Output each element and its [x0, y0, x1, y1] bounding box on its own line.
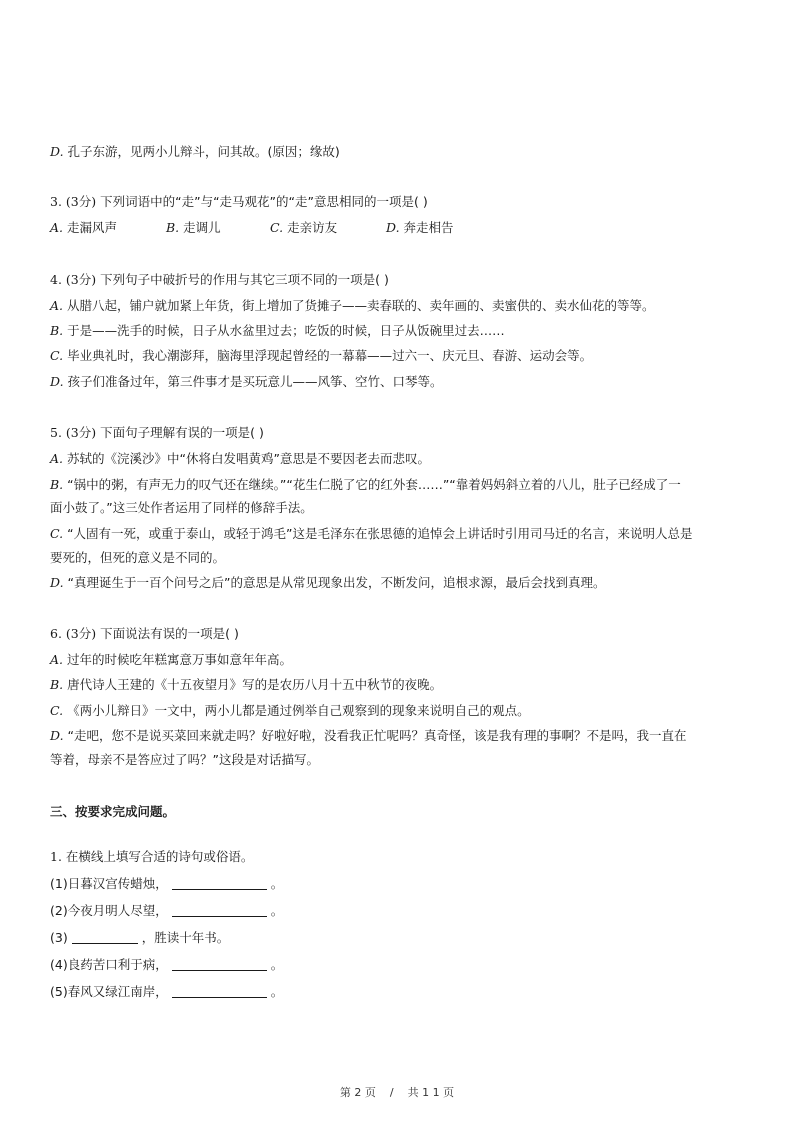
option-text: 《两小儿辩日》一文中，两小儿都是通过例举自己观察到的现象来说明自己的观点。 [67, 703, 530, 718]
question-number: 6. [50, 626, 62, 641]
q3-option-c [270, 220, 337, 236]
q6-option-d-cont [50, 752, 319, 768]
option-text: “真理诞生于一百个问号之后”的意思是从常见现象出发，不断发问，追根求源，最后会找到真理。 [67, 575, 606, 590]
s3-q1-stem [50, 849, 253, 865]
item-suffix: 。 [270, 876, 284, 891]
fill-item-4 [50, 957, 283, 973]
item-suffix: 。 [270, 903, 284, 918]
option-text: 走亲访友 [287, 220, 338, 235]
question-score: (3分) [65, 194, 97, 209]
option-letter: C. [50, 703, 64, 718]
answer-blank[interactable] [172, 985, 267, 998]
q2-option-d [50, 144, 340, 160]
answer-blank[interactable] [72, 931, 138, 944]
option-letter: C. [50, 348, 64, 363]
option-letter: A. [50, 298, 64, 313]
question-score: (3分) [65, 626, 97, 641]
option-letter: C. [50, 526, 64, 541]
option-letter: D. [50, 728, 64, 743]
option-text: 于是——洗手的时候，日子从水盆里过去；吃饭的时候，日子从饭碗里过去…… [67, 323, 505, 338]
item-prefix: (5)春风又绿江南岸， [50, 984, 168, 999]
option-letter: D. [386, 220, 400, 235]
option-letter: A. [50, 220, 64, 235]
question-text: 下面说法有误的一项是( ) [100, 626, 239, 641]
q5-option-b-cont [50, 500, 313, 516]
q4-stem [50, 272, 389, 288]
q5-stem [50, 425, 264, 441]
option-letter: B. [50, 477, 64, 492]
question-text: 下面句子理解有误的一项是( ) [100, 425, 264, 440]
option-text: 苏轼的《浣溪沙》中“休将白发唱黄鸡”意思是不要因老去而悲叹。 [67, 451, 430, 466]
q4-option-b [50, 323, 505, 339]
answer-blank[interactable] [172, 904, 267, 917]
q5-option-d [50, 575, 606, 591]
item-suffix: 。 [270, 984, 284, 999]
q6-option-b [50, 677, 442, 693]
fill-item-5 [50, 984, 283, 1000]
q3-stem [50, 194, 428, 210]
question-number: 1. [50, 849, 62, 864]
option-text: 从腊八起，铺户就加紧上年货，街上增加了货摊子——卖春联的、卖年画的、卖蜜供的、卖水仙花的等等。 [67, 298, 655, 313]
question-score: (3分) [65, 272, 97, 287]
q6-stem [50, 626, 239, 642]
question-text: 下列词语中的“走”与“走马观花”的“走”意思相同的一项是( ) [100, 194, 428, 209]
option-text: 孔子东游，见两小儿辩斗，问其故。(原因；缘故) [67, 144, 340, 159]
option-letter: D. [50, 144, 64, 159]
item-prefix: (2)今夜月明人尽望， [50, 903, 168, 918]
q3-option-a [50, 220, 117, 236]
option-text: 孩子们准备过年，第三件事才是买玩意儿——风筝、空竹、口琴等。 [67, 374, 443, 389]
option-text: 等着，母亲不是答应过了吗？”这段是对话描写。 [50, 752, 319, 767]
answer-blank[interactable] [172, 877, 267, 890]
option-text: 奔走相告 [403, 220, 454, 235]
option-text: “人固有一死，或重于泰山，或轻于鸿毛”这是毛泽东在张思德的追悼会上讲话时引用司马迁的名言，来说明人总是 [67, 526, 693, 541]
option-letter: B. [50, 677, 64, 692]
option-text: 走漏风声 [67, 220, 118, 235]
option-text: 毕业典礼时，我心潮澎拜，脑海里浮现起曾经的一幕幕——过六一、庆元旦、春游、运动会等。 [67, 348, 593, 363]
question-number: 4. [50, 272, 62, 287]
item-suffix: 。 [270, 957, 284, 972]
question-number: 3. [50, 194, 62, 209]
option-letter: B. [50, 323, 64, 338]
question-text: 下列句子中破折号的作用与其它三项不同的一项是( ) [100, 272, 389, 287]
section-title: 三、按要求完成问题。 [50, 804, 176, 819]
option-letter: B. [166, 220, 180, 235]
item-prefix: (3) [50, 930, 68, 945]
item-prefix: (1)日暮汉宫传蜡烛， [50, 876, 168, 891]
q4-option-a [50, 298, 655, 314]
fill-item-2 [50, 903, 283, 919]
q5-option-c [50, 526, 693, 542]
q6-option-a [50, 652, 292, 668]
option-text: 唐代诗人王建的《十五夜望月》写的是农历八月十五中秋节的夜晚。 [67, 677, 443, 692]
option-letter: A. [50, 451, 64, 466]
option-text: “锅中的粥，有声无力的叹气还在继续。”“花生仁脱了它的红外套……”“靠着妈妈斜立着的八儿，肚子已经成了一 [67, 477, 681, 492]
q4-option-c [50, 348, 592, 364]
fill-item-1 [50, 876, 283, 892]
option-letter: C. [270, 220, 284, 235]
fill-item-3 [50, 930, 229, 946]
q3-option-d [386, 220, 454, 236]
page-number: 第 2 页 / 共 1 1 页 [339, 1086, 455, 1099]
question-text: 在横线上填写合适的诗句或俗语。 [65, 849, 254, 864]
question-number: 5. [50, 425, 62, 440]
option-letter: D. [50, 374, 64, 389]
answer-blank[interactable] [172, 958, 267, 971]
option-letter: D. [50, 575, 64, 590]
q5-option-a [50, 451, 430, 467]
q6-option-d [50, 728, 687, 744]
item-prefix: (4)良药苦口利于病， [50, 957, 168, 972]
option-text: 过年的时候吃年糕寓意万事如意年年高。 [67, 652, 293, 667]
q5-option-b [50, 477, 681, 493]
option-letter: A. [50, 652, 64, 667]
q4-option-d [50, 374, 443, 390]
question-score: (3分) [65, 425, 97, 440]
option-text: 走调儿 [183, 220, 221, 235]
item-suffix: ，胜读十年书。 [141, 930, 230, 945]
option-text: 要死的，但死的意义是不同的。 [50, 550, 226, 565]
option-text: “走吧，您不是说买菜回来就走吗？好啦好啦，没看我正忙呢吗？真奇怪，该是我有理的事啊？不是吗，我一直在 [67, 728, 687, 743]
option-text: 面小鼓了。”这三处作者运用了同样的修辞手法。 [50, 500, 313, 515]
q6-option-c [50, 703, 530, 719]
q5-option-c-cont [50, 550, 225, 566]
q3-option-b [166, 220, 221, 236]
